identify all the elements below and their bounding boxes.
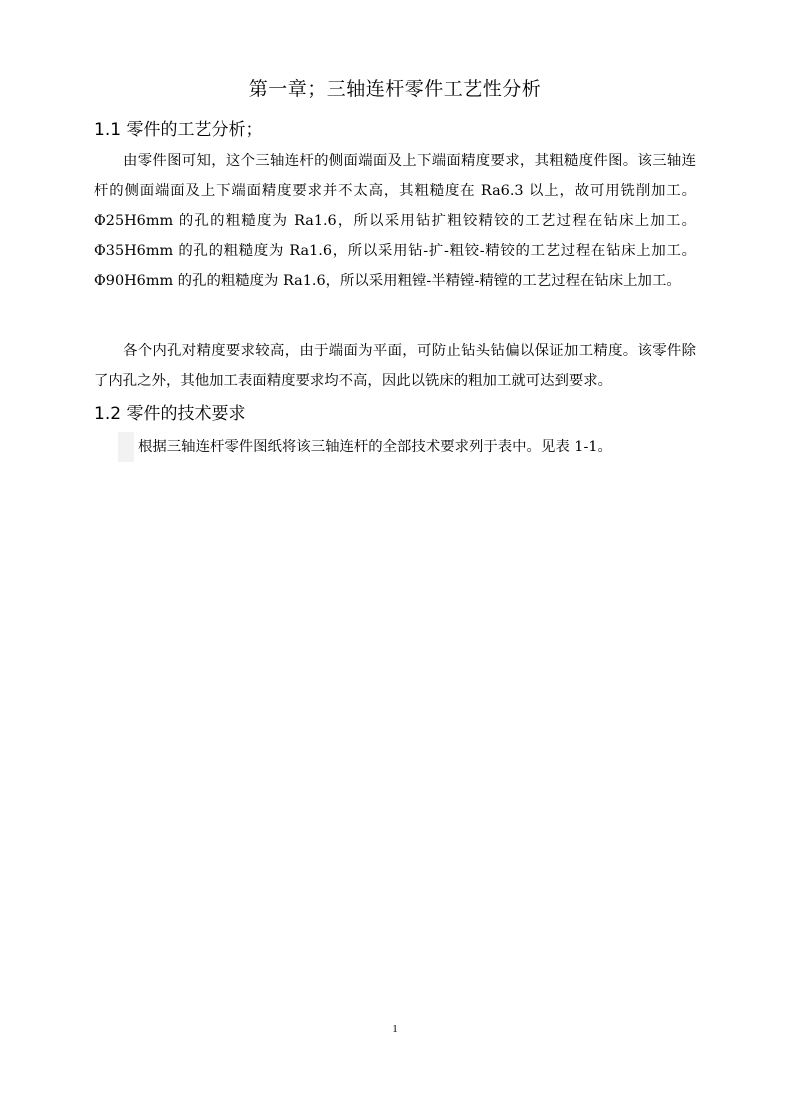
paragraph: 由零件图可知，这个三轴连杆的侧面端面及上下端面精度要求，其粗糙度件图。该三轴连杆的侧面端面及上下端面精度要求并不太高，其粗糙度在 Ra6.3 以上，故可用铣削加工。Φ25H6mm 的孔的粗糙度为 Ra1.6，所以采用钻扩粗铰精铰的工艺过程在钻床上加工。Φ35H6mm 的孔的粗糙度为 Ra1.6，所以采用钻-扩-粗铰-精铰的工艺过程在钻床上加工。Φ90H6mm 的孔的粗糙度为 Ra1.6，所以采用粗镗-半精镗-精镗的工艺过程在钻床上加工。 — [94, 153, 696, 289]
chapter-title: 第一章；三轴连杆零件工艺性分析 — [248, 78, 542, 100]
paragraph: 根据三轴连杆零件图纸将该三轴连杆的全部技术要求列于表中。见表 1-1。 — [118, 432, 698, 462]
paragraph: 各个内孔对精度要求较高，由于端面为平面，可防止钻头钻偏以保证加工精度。该零件除了内孔之外，其他加工表面精度要求均不高，因此以铣床的粗加工就可达到要求。 — [94, 343, 696, 389]
section-heading-1-1: 1.1 零件的工艺分析； — [94, 120, 263, 140]
section-heading-1-2: 1.2 零件的技术要求 — [94, 404, 246, 424]
page-number: 1 — [392, 1023, 398, 1035]
